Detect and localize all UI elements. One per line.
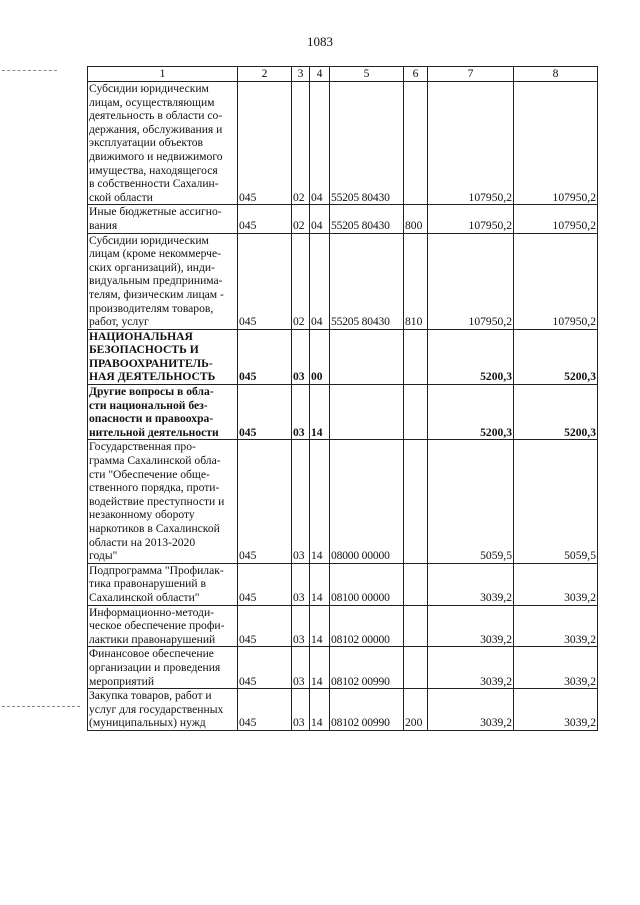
ministry-code: 045 [238, 647, 292, 689]
section-code: 03 [292, 647, 310, 689]
expense-name-line: Субсидии юридическим [89, 233, 209, 247]
column-header: 7 [428, 67, 514, 82]
amount-2020: 3039,2 [428, 689, 514, 731]
expense-name [88, 647, 238, 689]
expense-name-line: лактики правонарушений [89, 632, 216, 646]
expense-name-line: Сахалинской области" [89, 590, 200, 604]
subsection-code: 04 [310, 205, 330, 233]
amount-2020: 5200,3 [428, 385, 514, 440]
amount-2021: 5059,5 [514, 440, 598, 563]
expense-name-line: БЕЗОПАСНОСТЬ И [89, 343, 199, 357]
table-row [88, 440, 598, 563]
column-header: 5 [330, 67, 404, 82]
expense-name-line: вания [89, 218, 118, 232]
expense-name-line: Информационно-методи- [89, 605, 215, 619]
section-code: 03 [292, 689, 310, 731]
expense-type-code [404, 647, 428, 689]
expense-name [88, 233, 238, 329]
subsection-code: 14 [310, 605, 330, 647]
header-row [88, 67, 598, 82]
expense-name-line: ческое обеспечение профи- [89, 619, 225, 633]
ministry-code: 045 [238, 329, 292, 384]
expense-type-code [404, 385, 428, 440]
target-article-code: 08102 00000 [330, 605, 404, 647]
expense-type-code [404, 440, 428, 563]
amount-2021: 3039,2 [514, 689, 598, 731]
subsection-code: 04 [310, 82, 330, 205]
table-row [88, 605, 598, 647]
expense-name [88, 205, 238, 233]
expense-type-code: 200 [404, 689, 428, 731]
section-code: 02 [292, 82, 310, 205]
expense-name-line: Субсидии юридическим [89, 82, 209, 95]
table-row [88, 205, 598, 233]
expense-name-line: Закупка товаров, работ и [89, 689, 212, 703]
expense-name-line: (муниципальных) нужд [89, 716, 206, 730]
expense-name-line: НАЦИОНАЛЬНАЯ [89, 329, 193, 343]
ministry-code: 045 [238, 82, 292, 205]
expense-name-line: наркотиков в Сахалинской [89, 522, 220, 535]
expense-name-line: ской области [89, 190, 153, 204]
table-body [88, 82, 598, 731]
expense-name-line: области на 2013-2020 [89, 535, 196, 549]
expense-name-line: Государственная про- [89, 440, 196, 454]
expense-name-line: держания, обслуживания и [89, 122, 223, 136]
column-header: 2 [238, 67, 292, 82]
amount-2021: 3039,2 [514, 563, 598, 605]
ministry-code: 045 [238, 385, 292, 440]
amount-2021: 107950,2 [514, 205, 598, 233]
amount-2021: 107950,2 [514, 82, 598, 205]
amount-2021: 5200,3 [514, 385, 598, 440]
table-row [88, 82, 598, 205]
amount-2020: 3039,2 [428, 605, 514, 647]
subsection-code: 00 [310, 329, 330, 384]
expense-name-line: Другие вопросы в обла- [89, 385, 214, 399]
expense-name-line: сти "Обеспечение обще- [89, 467, 210, 481]
ministry-code: 045 [238, 205, 292, 233]
target-article-code: 08102 00990 [330, 647, 404, 689]
expense-name [88, 689, 238, 731]
target-article-code [330, 385, 404, 440]
table-row [88, 689, 598, 731]
expense-name-line: деятельность в области со- [89, 109, 223, 123]
page-number: 1083 [307, 34, 333, 49]
expense-name-line: сти национальной без- [89, 398, 208, 412]
expense-type-code: 810 [404, 233, 428, 329]
target-article-code: 08000 00000 [330, 440, 404, 563]
expense-name-line: работ, услуг [89, 315, 149, 329]
expense-name-line: ственного порядка, проти- [89, 481, 220, 495]
amount-2020: 5059,5 [428, 440, 514, 563]
table-row [88, 329, 598, 384]
margin-mark [2, 70, 57, 71]
section-code: 02 [292, 205, 310, 233]
expense-type-code [404, 605, 428, 647]
expense-name-line: годы" [89, 549, 118, 563]
expense-name [88, 605, 238, 647]
amount-2021: 3039,2 [514, 647, 598, 689]
expense-name-line: опасности и правоохра- [89, 412, 214, 426]
expense-name-line: НАЯ ДЕЯТЕЛЬНОСТЬ [89, 370, 216, 384]
ministry-code: 045 [238, 233, 292, 329]
amount-2020: 107950,2 [428, 205, 514, 233]
section-code: 03 [292, 329, 310, 384]
column-header: 8 [514, 67, 598, 82]
expense-name-line: тика правонарушений в [89, 577, 206, 591]
expense-name-line: имущества, находящегося [89, 163, 218, 177]
ministry-code: 045 [238, 689, 292, 731]
expense-name [88, 82, 238, 205]
expense-name-line: Финансовое обеспечение [89, 647, 214, 661]
table-row [88, 647, 598, 689]
amount-2021: 107950,2 [514, 233, 598, 329]
table-row [88, 563, 598, 605]
subsection-code: 04 [310, 233, 330, 329]
column-header: 4 [310, 67, 330, 82]
expense-name-line: видуальным предпринима- [89, 274, 223, 288]
expense-name-line: Иные бюджетные ассигно- [89, 205, 222, 219]
expense-name-line: ских организаций), инди- [89, 260, 215, 274]
amount-2021: 3039,2 [514, 605, 598, 647]
expense-name [88, 563, 238, 605]
section-code: 03 [292, 440, 310, 563]
expense-name-line: незаконному обороту [89, 508, 195, 522]
amount-2020: 5200,3 [428, 329, 514, 384]
expense-name-line: грамма Сахалинской обла- [89, 454, 221, 468]
section-code: 03 [292, 605, 310, 647]
column-header: 3 [292, 67, 310, 82]
expense-name [88, 329, 238, 384]
expense-name-line: движимого и недвижимого [89, 149, 223, 163]
amount-2020: 3039,2 [428, 647, 514, 689]
subsection-code: 14 [310, 689, 330, 731]
expense-name-line: в собственности Сахалин- [89, 177, 219, 191]
expense-name [88, 385, 238, 440]
expense-type-code: 800 [404, 205, 428, 233]
expense-name-line: Подпрограмма "Профилак- [89, 563, 224, 577]
target-article-code [330, 329, 404, 384]
subsection-code: 14 [310, 440, 330, 563]
expense-name-line: телям, физическим лицам - [89, 287, 224, 301]
expense-name-line: ПРАВООХРАНИТЕЛЬ- [89, 356, 213, 370]
expense-name-line: нительной деятельности [89, 425, 219, 439]
subsection-code: 14 [310, 647, 330, 689]
expense-type-code [404, 329, 428, 384]
expense-type-code [404, 82, 428, 205]
expense-type-code [404, 563, 428, 605]
table-row [88, 233, 598, 329]
target-article-code: 55205 80430 [330, 82, 404, 205]
expense-name-line: эксплуатации объектов [89, 136, 204, 150]
target-article-code: 55205 80430 [330, 233, 404, 329]
expense-name-line: мероприятий [89, 674, 155, 688]
expense-name-line: лицам (кроме некоммерче- [89, 247, 221, 261]
section-code: 03 [292, 385, 310, 440]
target-article-code: 55205 80430 [330, 205, 404, 233]
expense-name [88, 440, 238, 563]
section-code: 02 [292, 233, 310, 329]
section-code: 03 [292, 563, 310, 605]
margin-mark [2, 706, 80, 707]
column-header: 1 [88, 67, 238, 82]
expense-name-line: производителям товаров, [89, 301, 214, 315]
expense-name-line: водействие преступности и [89, 494, 225, 508]
target-article-code: 08100 00000 [330, 563, 404, 605]
amount-2020: 107950,2 [428, 82, 514, 205]
column-header: 6 [404, 67, 428, 82]
expense-name-line: услуг для государственных [89, 702, 224, 716]
subsection-code: 14 [310, 385, 330, 440]
target-article-code: 08102 00990 [330, 689, 404, 731]
amount-2020: 3039,2 [428, 563, 514, 605]
expense-name-line: лицам, осуществляющим [89, 95, 215, 109]
table-row [88, 385, 598, 440]
ministry-code: 045 [238, 440, 292, 563]
subsection-code: 14 [310, 563, 330, 605]
amount-2021: 5200,3 [514, 329, 598, 384]
ministry-code: 045 [238, 605, 292, 647]
budget-table [87, 66, 598, 731]
expense-name-line: организации и проведения [89, 660, 221, 674]
ministry-code: 045 [238, 563, 292, 605]
amount-2020: 107950,2 [428, 233, 514, 329]
